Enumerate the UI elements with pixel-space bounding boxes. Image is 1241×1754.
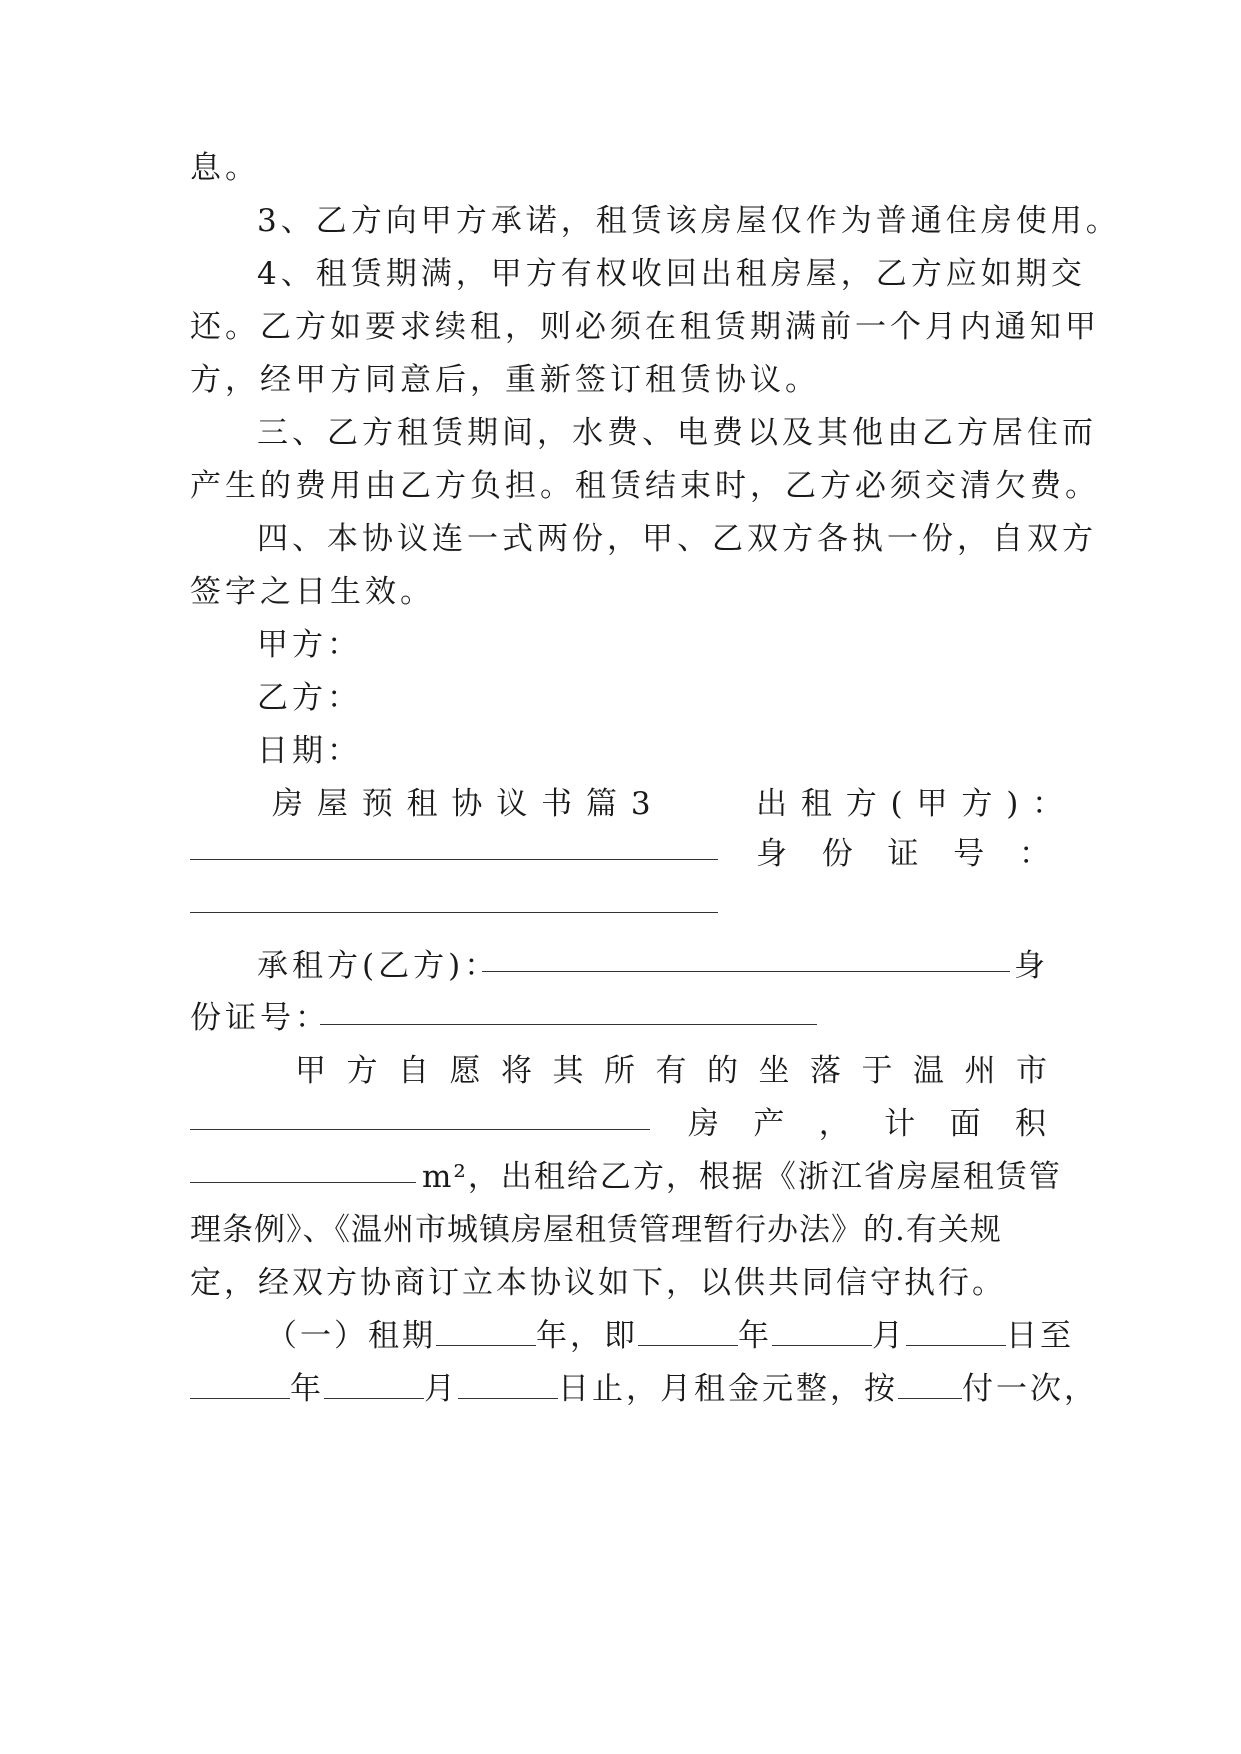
text-segment: 日至 [1006, 1318, 1074, 1354]
start-month-blank [772, 1319, 872, 1346]
text-segment: 付一次， [962, 1371, 1098, 1407]
paragraph-line: m²，出租给乙方，根据《浙江省房屋租赁管 [422, 1159, 1062, 1195]
paragraph-line: 定，经双方协商订立本协议如下，以供共同信守执行。 [190, 1265, 1006, 1301]
char: 愿 [449, 1053, 481, 1089]
end-year-blank [190, 1372, 290, 1399]
paragraph-line: 身 [1014, 948, 1049, 984]
party-a-signature-label: 甲方： [257, 627, 362, 663]
text-segment: 年 [290, 1371, 324, 1407]
property-line [295, 1051, 1047, 1091]
char: 计 [884, 1106, 916, 1142]
char: 份 [821, 836, 853, 872]
date-label: 日期： [257, 733, 362, 769]
char: 温 [913, 1053, 944, 1089]
text-segment: 年 [738, 1318, 772, 1354]
char: 其 [552, 1053, 584, 1089]
char: 市 [1016, 1053, 1047, 1089]
lessee-label: 承租方(乙方)： [257, 948, 500, 984]
text-segment: 月 [872, 1318, 906, 1354]
clause-3: 3、乙方向甲方承诺，租赁该房屋仅作为普通住房使用。 [257, 203, 1121, 239]
section-3: 三、乙方租赁期间，水费、电费以及其他由乙方居住而 [257, 415, 1097, 451]
years-blank [436, 1319, 536, 1346]
lessor-name-blank [190, 858, 718, 860]
char: 面 [949, 1106, 981, 1142]
paragraph-line: 还。乙方如要求续租，则必须在租赁期满前一个月内通知甲 [190, 309, 1100, 345]
char: 证 [887, 836, 919, 872]
clause-4: 4、租赁期满，甲方有权收回出租房屋，乙方应如期交 [257, 256, 1086, 292]
char: 号 [953, 836, 985, 872]
char: 州 [964, 1053, 996, 1089]
end-day-blank [458, 1372, 558, 1399]
lessee-id-blank [320, 1023, 817, 1025]
property-address-blank [190, 1128, 650, 1130]
paragraph-line: 理条例》、《温州市城镇房屋租赁管理暂行办法》的.有关规 [190, 1212, 1002, 1248]
char: 所 [604, 1053, 635, 1089]
lease-term-line [266, 1316, 1074, 1356]
char: 的 [707, 1053, 738, 1089]
char: 方 [346, 1053, 378, 1089]
char: 将 [501, 1053, 532, 1089]
party-b-signature-label: 乙方： [257, 680, 362, 716]
section-4: 四、本协议连一式两份，甲、乙双方各执一份，自双方 [257, 521, 1097, 557]
lessee-id-label: 份证号： [190, 1000, 330, 1036]
lease-end-line [190, 1369, 1098, 1409]
char: 积 [1014, 1106, 1046, 1142]
text-segment: 月 [424, 1371, 458, 1407]
end-month-blank [324, 1372, 424, 1399]
paragraph-line: 签字之日生效。 [190, 574, 435, 610]
char: 自 [398, 1053, 429, 1089]
lessor-id-blank [190, 911, 718, 913]
char: 房 [688, 1106, 719, 1142]
lessee-name-blank [482, 970, 1010, 972]
char: ： [1019, 836, 1050, 872]
char: 产 [753, 1106, 785, 1142]
char: 甲 [295, 1053, 326, 1089]
char: ， [818, 1106, 850, 1142]
document-title: 房 屋 预 租 协 议 书 篇 3 [272, 786, 653, 822]
paragraph-line: 产生的费用由乙方负担。租赁结束时，乙方必须交清欠费。 [190, 468, 1100, 504]
area-blank [190, 1181, 416, 1183]
text-segment: 日止，月租金元整，按 [558, 1371, 898, 1407]
char: 身 [756, 836, 787, 872]
payment-period-blank [898, 1372, 962, 1399]
paragraph-line: 方，经甲方同意后，重新签订租赁协议。 [190, 362, 820, 398]
text-segment: 年，即 [536, 1318, 638, 1354]
start-day-blank [906, 1319, 1006, 1346]
lessor-label: 出 租 方 ( 甲 方 ) ： [756, 786, 1066, 822]
char: 于 [861, 1053, 893, 1089]
char: 有 [655, 1053, 687, 1089]
start-year-blank [638, 1319, 738, 1346]
char: 坐 [758, 1053, 790, 1089]
paragraph-line: 息。 [190, 150, 260, 186]
text-segment: （一）租期 [266, 1318, 436, 1354]
property-area-line [688, 1104, 1046, 1144]
char: 落 [810, 1053, 841, 1089]
lessor-id-label [756, 834, 1050, 874]
